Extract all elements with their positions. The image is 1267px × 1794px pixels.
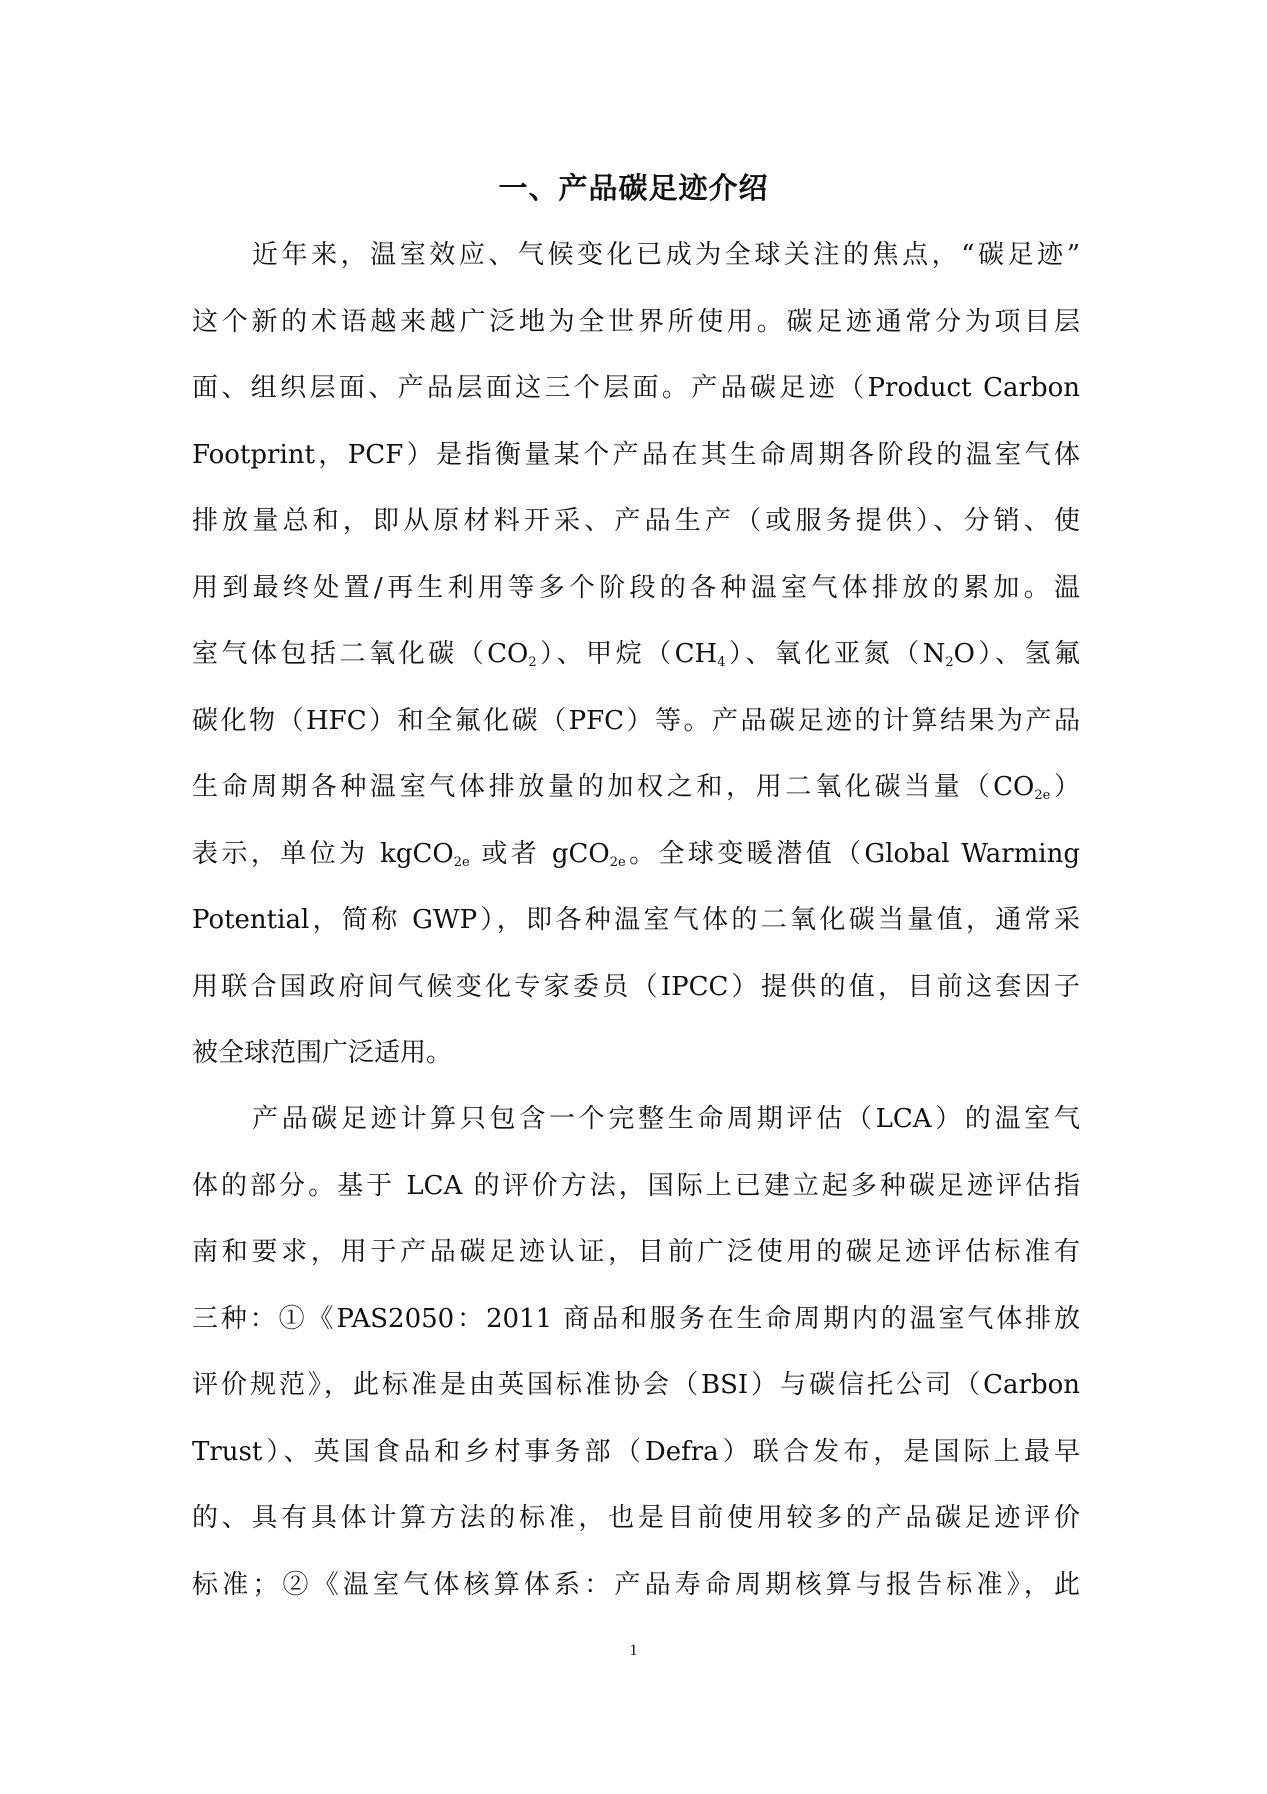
paragraph-line: 用到最终处置/再生利用等多个阶段的各种温室气体排放的累加。温: [192, 572, 1080, 603]
paragraph-line: 被全球范围广泛适用。: [192, 1038, 453, 1068]
paragraph-line: 碳化物（HFC）和全氟化碳（PFC）等。产品碳足迹的计算结果为产品: [192, 705, 1080, 736]
text-segment: 。全球变暖潜值（Global Warming: [625, 838, 1081, 869]
paragraph-line: Footprint，PCF）是指衡量某个产品在其生命周期各阶段的温室气体: [192, 439, 1080, 470]
text-segment: 生命周期各种温室气体排放量的加权之和，用二氧化碳当量（CO: [192, 772, 1035, 802]
paragraph-line: 南和要求，用于产品碳足迹认证，目前广泛使用的碳足迹评估标准有: [192, 1237, 1080, 1267]
paragraph-line: 标准；②《温室气体核算体系：产品寿命周期核算与报告标准》，此: [192, 1569, 1080, 1600]
text-segment: 室气体包括二氧化碳（CO: [192, 639, 529, 669]
text-segment: O）、氢氟: [953, 639, 1080, 669]
paragraph-line: Potential，简称 GWP），即各种温室气体的二氧化碳当量值，通常采: [192, 905, 1080, 935]
paragraph-line-co2e: [192, 754, 1080, 821]
text-segment: ）: [1050, 772, 1080, 802]
paragraph-line: Trust）、英国食品和乡村事务部（Defra）联合发布，是国际上最早: [192, 1436, 1080, 1467]
paragraph-line: 三种：①《PAS2050：2011 商品和服务在生命周期内的温室气体排放: [192, 1303, 1080, 1334]
subscript: 2e: [453, 854, 470, 870]
text-segment: 或者 gCO: [469, 838, 610, 869]
page-number: 1: [629, 1642, 638, 1659]
subscript: 4: [717, 655, 726, 670]
paragraph-line: 近年来，温室效应、气候变化已成为全球关注的焦点，“碳足迹”: [252, 240, 1080, 270]
paragraph-line-units: [192, 821, 1080, 888]
paragraph-line-chemical-formulas: [192, 621, 1080, 688]
subscript: 2e: [609, 854, 626, 870]
paragraph-line: 产品碳足迹计算只包含一个完整生命周期评估（LCA）的温室气: [252, 1104, 1080, 1134]
text-segment: ）、氧化亚氮（N: [725, 639, 946, 669]
paragraph-2: [192, 1086, 1080, 1618]
subscript: 2e: [1034, 788, 1051, 803]
paragraph-line: 评价规范》，此标准是由英国标准协会（BSI）与碳信托公司（Carbon: [192, 1370, 1080, 1400]
subscript: 2: [528, 655, 537, 670]
paragraph-line: 排放量总和，即从原材料开采、产品生产（或服务提供）、分销、使: [192, 506, 1080, 536]
paragraph-line: 这个新的术语越来越广泛地为全世界所使用。碳足迹通常分为项目层: [192, 306, 1080, 337]
paragraph-line: 面、组织层面、产品层面这三个层面。产品碳足迹（Product Carbon: [192, 373, 1080, 403]
text-segment: ）、甲烷（CH: [536, 639, 718, 669]
page-title: 一、产品碳足迹介绍: [498, 171, 769, 205]
text-segment: 表示，单位为 kgCO: [192, 838, 454, 869]
paragraph-line: 体的部分。基于 LCA 的评价方法，国际上已建立起多种碳足迹评估指: [192, 1170, 1080, 1201]
subscript: 2: [945, 655, 954, 670]
paragraph-1: [192, 222, 1080, 1087]
paragraph-line: 用联合国政府间气候变化专家委员（IPCC）提供的值，目前这套因子: [192, 971, 1080, 1002]
paragraph-line: 的、具有具体计算方法的标准，也是目前使用较多的产品碳足迹评价: [192, 1503, 1080, 1533]
